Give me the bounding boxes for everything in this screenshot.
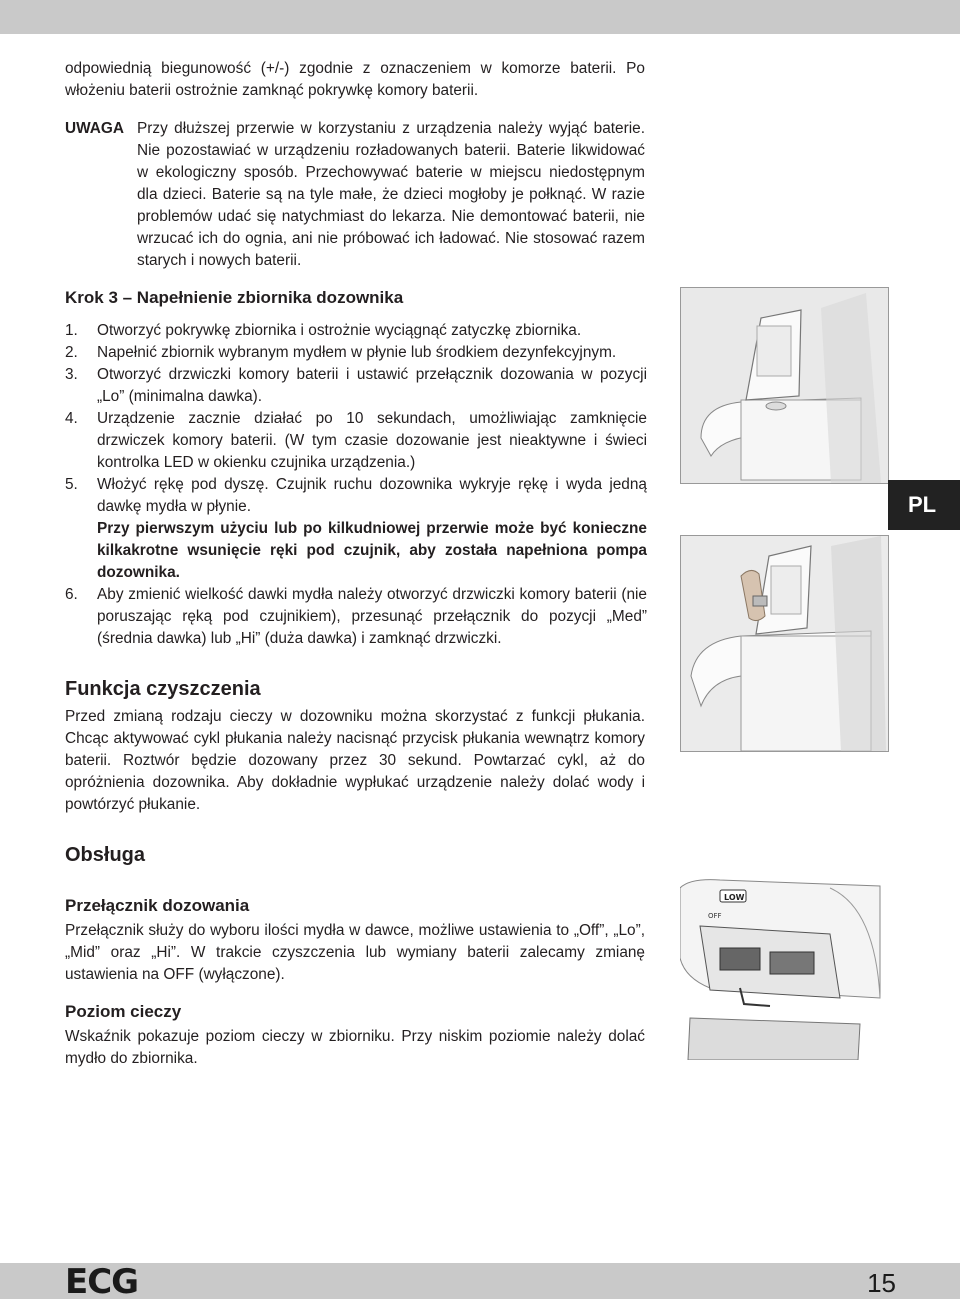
header-bar bbox=[0, 0, 960, 34]
dispenser-illustration-1 bbox=[681, 288, 888, 483]
first-use-note: Przy pierwszym użyciu lub po kilkudniowej przerwie może być konieczne kilkakrotne wsunięcie ręki pod czujnik, aby została napełniona pompa dozownika. bbox=[97, 520, 647, 581]
battery-intro: odpowiednią biegunowość (+/-) zgodnie z oznaczeniem w komorze baterii. Po włożeniu baterii ostrożnie zamknąć pokrywkę komory baterii. bbox=[65, 60, 645, 99]
page-number: 15 bbox=[867, 1268, 896, 1298]
figure-battery-door bbox=[680, 535, 889, 752]
footer-bar bbox=[0, 1263, 960, 1299]
page-content bbox=[65, 58, 645, 1070]
list-item: 4. Urządzenie zacznie działać po 10 sekundach, umożliwiając zamknięcie drzwiczek komory baterii. (W tym czasie dozowanie jest nieaktywne i świeci kontrolka LED w okienku czujnika urządzenia.) bbox=[65, 410, 647, 471]
list-item: 5. Włożyć rękę pod dyszę. Czujnik ruchu dozownika wykryje rękę i wyda jedną dawkę mydła w płynie. Przy pierwszym użyciu lub po kilkudniowej przerwie może być konieczne kilkakrotne wsunięcie ręki pod czujnik, aby została napełniona pompa dozownika. bbox=[65, 476, 647, 581]
brand-logo: ECG bbox=[65, 1262, 139, 1302]
cleaning-text: Przed zmianą rodzaju cieczy w dozowniku można skorzystać z funkcji płukania. Chcąc aktywować cykl płukania należy nacisnąć przycisk płukania wewnątrz komory baterii. Roztwór będzie dozowany przez 30 sekund. Powtarzać cykl, aż do opróżnienia dozownika. Aby dokładnie wypłukać urządzenie należy dolać wody i powtórzyć płukanie. bbox=[65, 708, 645, 813]
figure-battery-compartment bbox=[680, 878, 887, 1060]
dispenser-illustration-3 bbox=[680, 878, 887, 1060]
level-heading: Poziom cieczy bbox=[65, 1002, 182, 1021]
level-text: Wskaźnik pokazuje poziom cieczy w zbiorniku. Przy niskim poziomie należy dolać mydło do zbiornika. bbox=[65, 1028, 645, 1067]
warning-text: Przy dłuższej przerwie w korzystaniu z urządzenia należy wyjąć baterie. Nie pozostawiać w urządzeniu rozładowanych baterii. Baterie likwidować w ekologiczny sposób. Przechowywać baterie w miejscu niedostępnym dla dzieci. Baterie są na tyle małe, że dzieci mogłoby je połknąć. W razie problemów udać się natychmiast do lekarza. Nie demontować baterii, nie wrzucać ich do ognia, ani nie próbować ich ładować. Nie stosować razem starych i nowych baterii. bbox=[137, 120, 645, 269]
list-item: 3. Otworzyć drzwiczki komory baterii i ustawić przełącznik dozowania w pozycji „Lo” (minimalna dawka). bbox=[65, 366, 647, 405]
off-label: OFF bbox=[708, 912, 722, 920]
warning-note bbox=[65, 118, 645, 272]
switch-text: Przełącznik służy do wyboru ilości mydła w dawce, możliwe ustawienia to „Off”, „Lo”, „Mid” oraz „Hi”. W trakcie czyszczenia lub wymiany baterii zalecamy zmianę ustawienia na OFF (wyłączone). bbox=[65, 922, 645, 983]
list-item: 2. Napełnić zbiornik wybranym mydłem w płynie lub środkiem dezynfekcyjnym. bbox=[65, 344, 617, 361]
list-item: 6. Aby zmienić wielkość dawki mydła należy otworzyć drzwiczki komory baterii (nie poruszając ręką pod czujnikiem), przesunąć przełącznik do pozycji „Med” (średnia dawka) lub „Hi” (duża dawka) i zamknąć drzwiczki. bbox=[65, 586, 647, 647]
cleaning-heading: Funkcja czyszczenia bbox=[65, 678, 261, 700]
step3-list bbox=[65, 320, 647, 650]
language-tab: PL bbox=[888, 480, 960, 530]
list-item: 1. Otworzyć pokrywkę zbiornika i ostrożnie wyciągnąć zatyczkę zbiornika. bbox=[65, 322, 582, 339]
switch-heading: Przełącznik dozowania bbox=[65, 896, 250, 915]
step3-heading: Krok 3 – Napełnienie zbiornika dozownika bbox=[65, 288, 404, 307]
low-label: LOW bbox=[724, 893, 745, 902]
dispenser-illustration-2 bbox=[681, 536, 888, 751]
warning-label: UWAGA bbox=[65, 120, 124, 137]
figure-open-lid bbox=[680, 287, 889, 484]
operation-heading: Obsługa bbox=[65, 844, 146, 866]
